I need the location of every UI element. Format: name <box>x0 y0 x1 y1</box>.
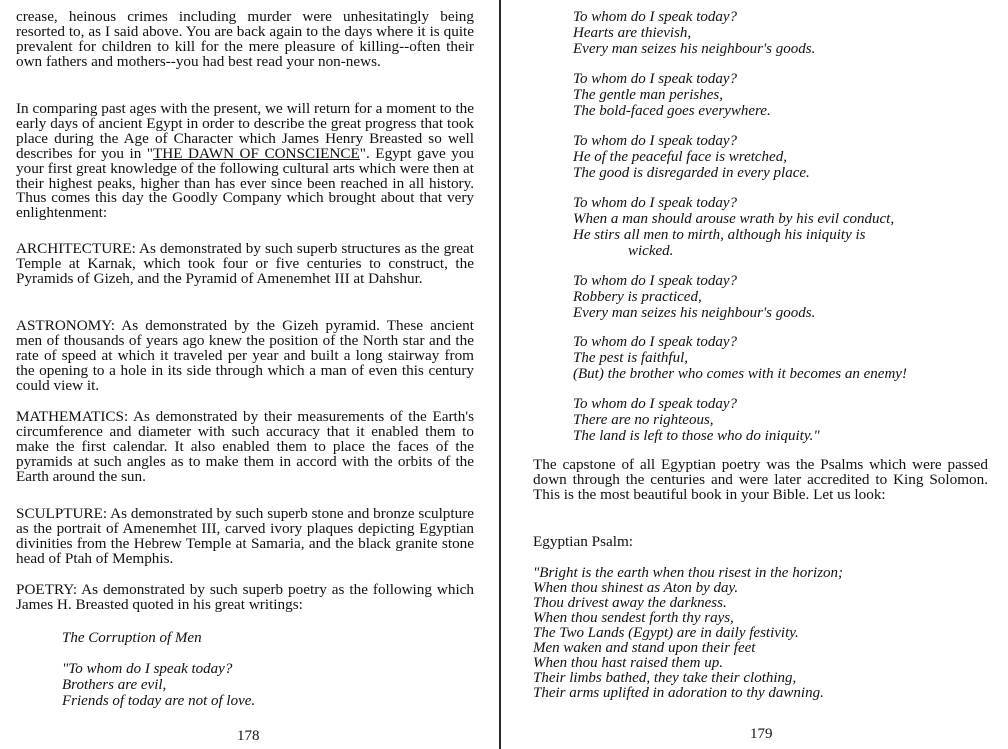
verse-line: To whom do I speak today? <box>573 396 738 412</box>
verse-stanza <box>573 133 810 181</box>
paragraph-architecture: ARCHITECTURE: As demonstrated by such superb structures as the great Temple at Karnak, which took four or five centuries to construct, the Pyramids of Gizeh, and the Pyramid of Amenemhet III at Dahshur. <box>16 240 474 287</box>
verse-line: The bold-faced goes everywhere. <box>573 103 771 119</box>
page-number-left: 178 <box>237 728 260 744</box>
verse-line: To whom do I speak today? <box>573 133 738 149</box>
verse-line: Every man seizes his neighbour's goods. <box>573 305 816 321</box>
psalm-line: When thou shinest as Aton by day. <box>533 580 739 596</box>
paragraph-capstone: The capstone of all Egyptian poetry was the Psalms which were passed down through the centuries and were later accredited to King Solomon. This is the most beautiful book in your Bible. Let us look: <box>533 456 988 503</box>
verse-line: Every man seizes his neighbour's goods. <box>573 41 816 57</box>
verse-line: He of the peaceful face is wretched, <box>573 149 787 165</box>
psalm-line: Men waken and stand upon their feet <box>533 640 756 656</box>
paragraph-crime: crease, heinous crimes including murder were unhesitatingly being resorted to, as I said above. You are back again to the days where it is quite prevalent for children to kill for the mere pleasure of killing--often their own fathers and mothers--you had best read your non-news. <box>16 8 474 70</box>
verse-line: The land is left to those who do iniquity." <box>573 428 820 444</box>
psalm-line: "Bright is the earth when thou risest in the horizon; <box>533 565 844 581</box>
paragraph-egypt-progress-end: ". Egypt gave you your first great knowledge of the following cultural arts which were then at their highest peaks, higher than has ever since been reached in all history. Thus comes this day the Goodly Company which brought about that very enlightenment: <box>16 144 475 222</box>
verse-stanza <box>573 195 894 259</box>
verse-line: wicked. <box>628 243 674 259</box>
paragraph-egypt-progress-start: In comparing past ages with the present, we will return for a moment to the early days of ancient Egypt in order to describe the great progress that took place during the Age of Character which James Henry Breasted so well describes for you in " <box>16 100 474 162</box>
verse-line: When a man should arouse wrath by his evil conduct, <box>573 211 895 227</box>
verse-stanza-1 <box>62 661 255 709</box>
verse-stanza <box>573 71 771 119</box>
verse-line: To whom do I speak today? <box>573 195 738 211</box>
verse-line: The good is disregarded in every place. <box>573 165 810 181</box>
verse-line: The gentle man perishes, <box>573 87 723 103</box>
verse-stanza <box>573 334 907 382</box>
psalm-line: Their arms uplifted in adoration to thy dawning. <box>533 685 824 701</box>
page-number-right: 179 <box>750 726 773 742</box>
psalm-heading: Egyptian Psalm: <box>533 533 633 550</box>
left-page <box>0 0 500 749</box>
verse-line: To whom do I speak today? <box>573 71 738 87</box>
verse-line: Robbery is practiced, <box>573 289 702 305</box>
verse-line: He stirs all men to mirth, although his iniquity is <box>573 227 866 243</box>
book-title: THE DAWN OF CONSCIENCE <box>153 144 360 162</box>
psalm-line: When thou hast raised them up. <box>533 655 723 671</box>
paragraph-egypt-progress <box>16 102 474 221</box>
verse-stanza <box>573 396 820 444</box>
verse-stanza <box>573 273 815 321</box>
verse-line: Hearts are thievish, <box>573 25 692 41</box>
verse-line: The pest is faithful, <box>573 350 689 366</box>
verse-line: (But) the brother who comes with it becomes an enemy! <box>573 366 907 382</box>
paragraph-mathematics: MATHEMATICS: As demonstrated by their measurements of the Earth's circumference and diameter with such accuracy that it enabled them to make the first calendar. It also enabled them to place the faces of the pyramids at such angles as to make them in accord with the orbits of the Earth around the sun. <box>16 408 474 485</box>
poem-title: The Corruption of Men <box>62 630 202 646</box>
psalm-line: When thou sendest forth thy rays, <box>533 610 734 626</box>
psalm-line: Thou drivest away the darkness. <box>533 595 727 611</box>
verse-line: "To whom do I speak today? <box>62 661 233 677</box>
book-gutter <box>499 0 501 749</box>
paragraph-astronomy: ASTRONOMY: As demonstrated by the Gizeh pyramid. These ancient men of thousands of years ago knew the position of the North star and the rate of speed at which it traveled per year and built a long stairway from the opening to a hole in its side through which a man of even this century could view it. <box>16 317 474 394</box>
verse-line: There are no righteous, <box>573 412 714 428</box>
verse-stanza <box>573 9 815 57</box>
verse-line: To whom do I speak today? <box>573 334 738 350</box>
psalm-line: Their limbs bathed, they take their clothing, <box>533 670 797 686</box>
verse-line: Friends of today are not of love. <box>62 693 256 709</box>
right-page <box>503 0 1008 749</box>
paragraph-sculpture: SCULPTURE: As demonstrated by such superb stone and bronze sculpture as the portrait of Amenemhet III, carved ivory plaques depicting Egyptian divinities from the Hebrew Temple at Samaria, and the black granite stone head of Ptah of Memphis. <box>16 505 474 567</box>
verse-line: To whom do I speak today? <box>573 273 738 289</box>
psalm-verse <box>533 566 843 701</box>
psalm-line: The Two Lands (Egypt) are in daily festivity. <box>533 625 799 641</box>
verse-line: Brothers are evil, <box>62 677 167 693</box>
paragraph-poetry: POETRY: As demonstrated by such superb poetry as the following which James H. Breasted quoted in his great writings: <box>16 581 474 613</box>
verse-line: To whom do I speak today? <box>573 9 738 25</box>
